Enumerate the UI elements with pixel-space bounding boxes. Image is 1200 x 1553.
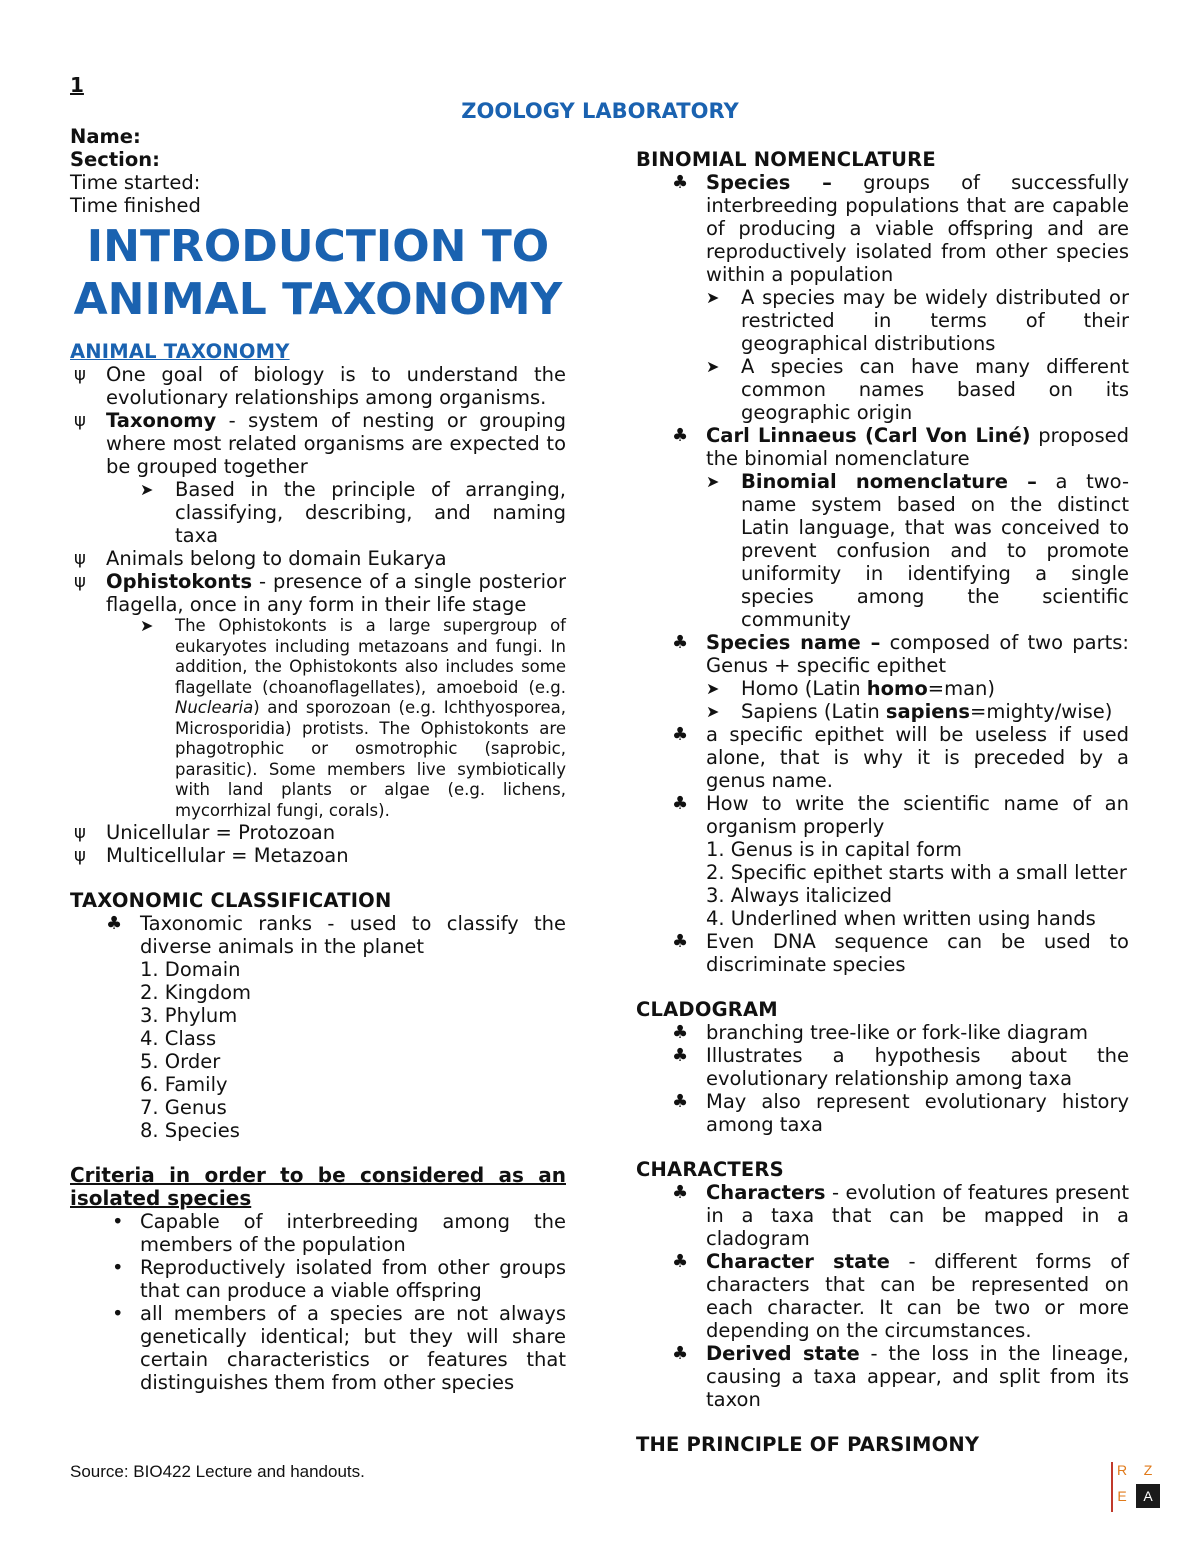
list-item: ♣ Characters - evolution of features present in a taxa that can be mapped in a cladogram: [672, 1181, 1129, 1250]
sub-item: ➤ Homo (Latin homo=man): [706, 677, 996, 700]
logo-letter-r: R: [1116, 1462, 1128, 1478]
club-bullet-icon: ♣: [672, 1045, 689, 1066]
sub-item: ➤ The Ophistokonts is a large supergroup of eukaryotes including metazoans and fungi. In addition, the Ophistokonts also includes some flagellate (choanoflagellates), amoeboid (e.g. Nuclearia) and sporozoan (e.g. Ichthyosporea, Microsporidia) protists. The Ophistokonts are phagotrophic or osmotrophic (saprobic, parasitic). Some members live symbiotically with land plants or algae (e.g. lichens, mycorrhizal fungi, corals).: [140, 616, 566, 820]
dot-bullet-icon: •: [112, 1210, 124, 1233]
arrow-bullet-icon: ➤: [706, 288, 720, 307]
list-item: ♣ Taxonomic ranks - used to classify the diverse animals in the planet: [106, 912, 566, 958]
characters-heading: CHARACTERS: [636, 1158, 784, 1181]
sub-item: ➤ Based in the principle of arranging, classifying, describing, and naming taxa: [140, 478, 566, 547]
lab-title: ZOOLOGY LABORATORY: [461, 99, 739, 123]
parsimony-heading: THE PRINCIPLE OF PARSIMONY: [636, 1433, 980, 1456]
cladogram-heading: CLADOGRAM: [636, 998, 778, 1021]
name-field: Name:: [70, 125, 141, 148]
psi-bullet-icon: ψ: [74, 822, 86, 843]
club-bullet-icon: ♣: [672, 1251, 689, 1272]
arrow-bullet-icon: ➤: [706, 679, 720, 698]
list-item: ♣ Derived state - the loss in the lineage, causing a taxa appear, and split from its taxon: [672, 1342, 1130, 1411]
animal-taxonomy-heading: ANIMAL TAXONOMY: [70, 340, 290, 363]
psi-bullet-icon: ψ: [74, 845, 86, 866]
club-bullet-icon: ♣: [672, 1182, 689, 1203]
time-finished-field: Time finished: [70, 194, 201, 217]
right-column: [636, 148, 1129, 1456]
list-item: ♣ May also represent evolutionary history among taxa: [672, 1090, 1129, 1136]
list-item: ψ Taxonomy - system of nesting or grouping where most related organisms are expected to be grouped together: [74, 409, 566, 478]
header-fields: [70, 125, 201, 217]
psi-bullet-icon: ψ: [74, 571, 86, 592]
club-bullet-icon: ♣: [672, 793, 689, 814]
rule-item: 1. Genus is in capital form: [706, 838, 962, 861]
club-bullet-icon: ♣: [672, 1022, 689, 1043]
left-column: [70, 340, 566, 1394]
list-item: ♣ Character state - different forms of characters that can be represented on each character. It can be two or more depending on the circumstances.: [672, 1250, 1129, 1342]
psi-bullet-icon: ψ: [74, 364, 86, 385]
taxonomic-classification-heading: TAXONOMIC CLASSIFICATION: [70, 889, 392, 912]
dot-bullet-icon: •: [112, 1302, 124, 1325]
club-bullet-icon: ♣: [106, 913, 123, 934]
page-title: [70, 220, 566, 326]
list-item: ♣ Species name – composed of two parts: Genus + specific epithet: [672, 631, 1130, 677]
reza-logo: [1110, 1458, 1164, 1512]
list-item: ψ Ophistokonts - presence of a single posterior flagella, once in any form in their life stage: [74, 570, 566, 616]
rule-item: 4. Underlined when written using hands: [706, 907, 1096, 930]
list-item: ♣ How to write the scientific name of an organism properly: [672, 792, 1129, 838]
list-item: • Capable of interbreeding among the members of the population: [112, 1210, 566, 1256]
list-item: ♣ Species – groups of successfully interbreeding populations that are capable of producing a viable offspring and are reproductively isolated from other species within a population: [672, 171, 1130, 286]
list-item: ♣ branching tree-like or fork-like diagram: [672, 1021, 1089, 1044]
arrow-bullet-icon: ➤: [140, 616, 154, 635]
club-bullet-icon: ♣: [672, 632, 689, 653]
rule-item: 2. Specific epithet starts with a small letter: [706, 861, 1127, 884]
rank-item: 5. Order: [140, 1050, 221, 1073]
list-item: ψ Multicellular = Metazoan: [74, 844, 349, 867]
sub-item: ➤ Binomial nomenclature – a two-name system based on the distinct Latin language, that was conceived to prevent confusion and to promote uniformity in identifying a single species among the scientific community: [706, 470, 1129, 631]
list-item: ♣ a specific epithet will be useless if used alone, that is why it is preceded by a genus name.: [672, 723, 1129, 792]
list-item: • Reproductively isolated from other groups that can produce a viable offspring: [112, 1256, 566, 1302]
dot-bullet-icon: •: [112, 1256, 124, 1279]
arrow-bullet-icon: ➤: [706, 472, 720, 491]
rank-item: 1. Domain: [140, 958, 241, 981]
rank-item: 2. Kingdom: [140, 981, 252, 1004]
rank-item: 3. Phylum: [140, 1004, 238, 1027]
rank-item: 4. Class: [140, 1027, 217, 1050]
page-number: 1: [70, 73, 84, 97]
logo-letter-z: Z: [1143, 1462, 1153, 1478]
arrow-bullet-icon: ➤: [706, 357, 720, 376]
psi-bullet-icon: ψ: [74, 548, 86, 569]
sub-item: ➤ A species may be widely distributed or restricted in terms of their geographical distributions: [706, 286, 1129, 355]
list-item: ♣ Carl Linnaeus (Carl Von Liné) proposed the binomial nomenclature: [672, 424, 1129, 470]
club-bullet-icon: ♣: [672, 172, 689, 193]
sub-item: ➤ A species can have many different common names based on its geographic origin: [706, 355, 1129, 424]
list-item: ♣ Even DNA sequence can be used to discriminate species: [672, 930, 1129, 976]
club-bullet-icon: ♣: [672, 1091, 689, 1112]
rule-item: 3. Always italicized: [706, 884, 892, 907]
title-line-2: ANIMAL TAXONOMY: [73, 274, 563, 325]
arrow-bullet-icon: ➤: [140, 480, 154, 499]
arrow-bullet-icon: ➤: [706, 702, 720, 721]
logo-letter-a: A: [1136, 1484, 1160, 1508]
term-ophistokonts: Ophistokonts: [106, 570, 253, 593]
sub-item: ➤ Sapiens (Latin sapiens=mighty/wise): [706, 700, 1113, 723]
time-started-field: Time started:: [70, 171, 201, 194]
source-note: Source: BIO422 Lecture and handouts.: [70, 1462, 365, 1481]
logo-letter-e: E: [1117, 1488, 1127, 1504]
club-bullet-icon: ♣: [672, 724, 689, 745]
section-field: Section:: [70, 148, 160, 171]
rank-item: 7. Genus: [140, 1096, 227, 1119]
club-bullet-icon: ♣: [672, 931, 689, 952]
rank-item: 6. Family: [140, 1073, 228, 1096]
list-item: ψ Unicellular = Protozoan: [74, 821, 336, 844]
list-item: • all members of a species are not always genetically identical; but they will share certain characteristics or features that distinguishes them from other species: [112, 1302, 566, 1394]
list-item: ♣ Illustrates a hypothesis about the evolutionary relationship among taxa: [672, 1044, 1129, 1090]
binomial-heading: BINOMIAL NOMENCLATURE: [636, 148, 936, 171]
psi-bullet-icon: ψ: [74, 410, 86, 431]
club-bullet-icon: ♣: [672, 1343, 689, 1364]
rank-item: 8. Species: [140, 1119, 240, 1142]
criteria-heading: Criteria in order to be considered as an isolated species: [70, 1163, 566, 1210]
title-line-1: INTRODUCTION TO: [86, 221, 550, 272]
list-item: ψ Animals belong to domain Eukarya: [74, 547, 447, 570]
list-item: ψ One goal of biology is to understand the evolutionary relationships among organisms.: [74, 363, 566, 409]
term-taxonomy: Taxonomy: [106, 409, 217, 432]
club-bullet-icon: ♣: [672, 425, 689, 446]
